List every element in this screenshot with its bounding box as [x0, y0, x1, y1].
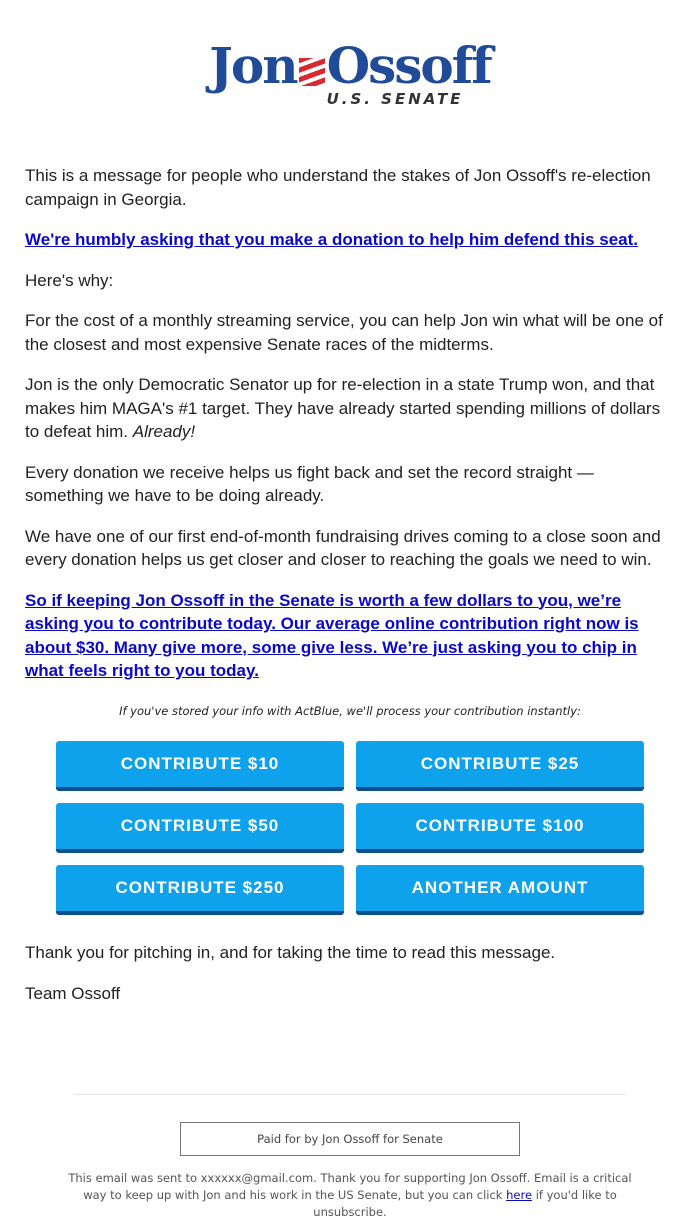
contribute-250-button[interactable]: CONTRIBUTE $250 [56, 865, 344, 915]
footer-text [60, 1170, 640, 1221]
footer-message-end: if you'd like to unsubscribe. [313, 1188, 617, 1219]
paragraph-intro: This is a message for people who understand the stakes of Jon Ossoff's re-election campaign in Georgia. [25, 166, 651, 209]
target-text: Jon is the only Democratic Senator up for re-election in a state Trump won, and that makes him MAGA's #1 target. They have already started spending millions of dollars to defeat him. [25, 375, 661, 441]
actblue-note: If you've stored your info with ActBlue, we'll process your contribution instantly: [119, 703, 581, 718]
logo [0, 0, 700, 120]
footer-message: This email was sent to xxxxxx@gmail.com. Thank you for supporting Jon Ossoff. Email is a critical way to keep up with Jon and his work in the US Senate, but you can click [68, 1171, 632, 1202]
paragraph-cost: For the cost of a monthly streaming service, you can help Jon win what will be one of the closest and most expensive Senate races of the midterms. [25, 311, 663, 354]
thank-you: Thank you for pitching in, and for taking the time to read this message. [25, 943, 556, 962]
contribute-50-button[interactable]: CONTRIBUTE $50 [56, 803, 344, 853]
signature: Team Ossoff [25, 983, 121, 1003]
flag-stripes-icon [299, 58, 325, 86]
contribute-100-button[interactable]: CONTRIBUTE $100 [356, 803, 644, 853]
paragraph-drive: We have one of our first end-of-month fundraising drives coming to a close soon and every donation helps us get closer and closer to reaching the goals we need to win. [25, 526, 661, 569]
unsubscribe-link[interactable]: here [506, 1188, 533, 1202]
paragraph-why: Here's why: [25, 270, 114, 290]
another-amount-button[interactable]: ANOTHER AMOUNT [356, 865, 644, 915]
donate-link-1[interactable]: We're humbly asking that you make a donation to help him defend this seat. [25, 230, 638, 249]
contribute-10-button[interactable]: CONTRIBUTE $10 [56, 741, 344, 791]
contribute-25-button[interactable]: CONTRIBUTE $25 [356, 741, 644, 791]
paid-for-box: Paid for by Jon Ossoff for Senate [180, 1122, 520, 1156]
target-emphasis: Already! [132, 422, 196, 441]
logo-first-name: Jon [209, 36, 297, 95]
logo-wordmark [209, 36, 491, 95]
donate-link-2[interactable]: So if keeping Jon Ossoff in the Senate is worth a few dollars to you, we’re asking you to contribute today. Our average online contribution right now is about $30. Many give more, some give less. We’re just asking you to chip in what feels right to you today. [25, 590, 639, 680]
contribute-buttons [25, 741, 675, 915]
logo-subtitle: U.S. SENATE [326, 90, 464, 108]
logo-last-name: Ossoff [326, 36, 491, 95]
footer-divider [74, 1094, 626, 1095]
paragraph-fight-back: Every donation we receive helps us fight back and set the record straight — something we have to be doing already. [25, 462, 594, 505]
paragraph-target [25, 373, 675, 444]
message-content [0, 120, 700, 1005]
